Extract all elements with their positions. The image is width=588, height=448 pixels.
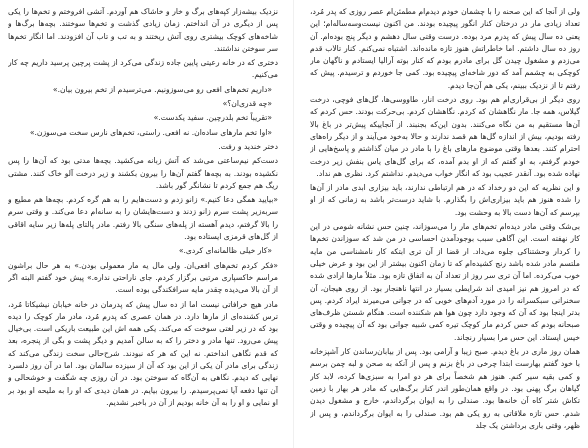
- paragraph: دختری که در خانه رعیتی پایین جاده زندگی می‌کرد از پشت پرچین پرسید داریم چه کار می‌کنیم.: [8, 58, 278, 80]
- paragraph: و این نظریه که این دو رخداد که در هم ارتباطی ندارند، باید بیزاری ابدی مادر از آن‌ها را شده هنوز هم باید بیزاری‌اش را بگذارم. با شاید درست‌تر باشد به زمانی که از او بپرسم که آن‌ها دست بالا به وحشت بود.: [310, 183, 580, 217]
- paragraph: روی دیگر از بی‌قراری‌ام هم بود. روی درخت انار، طاووسی‌ها، گل‌های فوچی، درخت گیلاس، همه جا. مار نگاهشان که کردم. نگاهشان کردم. بی‌حرکت بودند. حس کردم که آن‌ها مستقیم به من نگاه می‌کنند. بدون این‌که بجنبند. از آنجاییکه پیش‌تر در باغ بالا رفته بودیم، بیش از اندازه گل‌ها هم قصد ندارند و حالا به‌خود می‌آیند و از دیگر راه‌های احترام کنند. بعدها وقتی موضوع مارهای باغ را با مادر در میان گذاشتم و پاسخ‌هایی از خودم گرفتم، به او گفتم که از او بدم آمده، که برای گل‌های یاس بنفش زیر درخت نهاده شده بود. آنقدر عجیب بود که انگار خواب می‌دیدم. نداشتم کرد. نظری هم نداد.: [310, 95, 580, 178]
- dialogue-line: «چه قدری‌ان؟»: [222, 99, 272, 109]
- paragraph: نزدیک بیشه‌زار کپه‌های برگ و خار و خاشاک هم آوردم. آتشی افروختم و تخم‌ها را یکی پس از دیگری در آن انداختم. زمان زیادی گذشت و تخم‌ها سوختند. بچه‌ها برگ‌ها و شاخه‌های کوچک بیشتری روی آتش ریختند و به تب و تاب آن افزودند. اما انگار تخم‌ها سر سوختن نداشتند.: [8, 7, 278, 53]
- left-page: [8, 6, 278, 442]
- dialogue-line: «اوا تخم مارهای ساده‌ان. نه افعی. راستی، تخم‌های نارس سخت می‌سوزن.»: [29, 127, 272, 137]
- paragraph: بی‌شک وقتی مادر دیده‌ام تخم‌های مار را می‌سوزاند، چنین حس نشانه شومی در این کار نهفته است. این آگاهی سبب بوجودآمدن احساسی در من شد که سوزاندن تخم‌ها را کردار وحشتناکی جلوه می‌داد. ار قضا از آن تری ابتکه کار نامشناسی من مایه ملتسم مادر شده باشد رنج کشیده‌ام که تا زمان اکنون بیشتر از این بود و عرض خیلی خوب می‌کرده. اما آن تری سر روز از تعداد آن به اتفاق تازه بود. مثلاً مارها ارادی شده که در امروز هم نیز امیدی اند شرایطی بسیار در انتها ناهنجار بود. از روی هیجان، آن سخنرانی سبکسرانه را در مورد آدم‌های خوبی که در جوانی می‌میرند ایراد کردم. پس بدتر اینجا بود که آن که وجود دارد چون هوا هم شکننده است. هنگام شستن ظرف‌های صبحانه بودم که حس کردم مار کوچک تیره کمی شبیه جوانی بود که آن پیچیده و وقتی خیس ایستاد. این حس مرا بسیار رنجاند.: [310, 222, 580, 342]
- paragraph: دست‌کم نیم‌ساعتی می‌شد که آتش زبانه می‌کشید. بچه‌ها مدتی بود که آن‌ها را پس نکشیده بودند. به بچه‌ها گفتم آن‌ها را بیرون بکشند و زیر درخت آلو خاک کنند. مشتی ریگ هم جمع کردم تا نشانگر گور باشد.: [8, 156, 278, 190]
- right-page: [310, 6, 580, 442]
- page-gutter: [293, 0, 294, 448]
- paragraph: «بیایید همگی دعا کنیم.» زانو زدم و دست‌هایم را به هم گره کردم. بچه‌ها هم مطیع و سربه‌زیر پشت سرم زانو زدند و دست‌هایشان را به سانه‌ام دعا می‌کند. و وقتی سرم را بالا گرفتم، دیدم آهسته از پله‌های سنگی بالا رفتم. مادر پالتای پله‌ها زیر سایه اقاقی از گل‌های قرمزی ایستاده بود.: [8, 195, 278, 242]
- paragraph: دختر خندید و رفت.: [218, 141, 278, 151]
- paragraph: ولی از آنجا که این صحنه را با چشمان خودم دیدم‌ام مطمئن‌ام عصر روزی که پدر مُرد، تعداد زیادی مار در درختان کنار انگور پیچیده بودند. من اکنون نیست‌وسه‌ساله‌ام؛ این یعنی ده سال پیش که پدرم مرد بوده. درست وقتی سال دهشم و دیگر پنج بوده‌ام. آن روز ده سال داشتم. اما خاطراتش هنوز تازه مانده‌اند. اشتباه نمی‌کنم. کنار تالاب قدم می‌زدم و مشغول چیدن گل برای مادرم بودم که کنار بوته آرالیا ایستادم و ناگهان مار کوچکی به چشمم آمد که دور شاخه‌ای پیچیده بود. کمی جا خوردم و ترسیدم. پیش که رفتم تا از نزدیک ببینم، یکی هم آن‌جا دیدم.: [310, 7, 580, 90]
- dialogue-line: «تقریباً تخم بلدرچین. سفید یکدست.»: [153, 113, 272, 123]
- paragraph: مادر هیچ خرافاتی نیست اما از ده سال پیش که پدرمان در خانه خیابان نیشیکاتا مُرد، ترس کشنده‌ای از مارها دارد. در همان عصری که پدرم مُرد، مادر مار کوچک را دیده بود که در زیر لغتی سوخت که می‌کند. یکی همه اش این طبیعت باریکی است. بی‌خیال پیش می‌رود. تنها مادر و دختر را که به سالن آمدیم و دیگر پشت و بگی از پنجره، بعد که قدم نگاهی انداختم. نه این که هر که نبودند. شرح‌حالی سخت زندگی می‌کند که زندگی برای مادر آن یکی از این بود که آن از سیزده سالمان بود. اما در آن روز دلسرد نهایی که دیدم. نگاهی به آن‌گاه که سوختن بود. در آن روزی چه شگفت و خوشحالی و آن تنها دفعه آیا نمی‌پرسیدم. را بیرون بیایم. در همان دیدی که او را به ملیحه او بود بر او نمایی و او را به آن خانه بودیم از آن در باخبر نشدیم.: [8, 299, 278, 407]
- paragraph: «فکر کردم تخم‌های افعی‌ان. ولی مال یه مار معمولی بودن.» به هر حال براشون مراسم خاکسپاری مرتبی برگزار کردم. جای ناراحتی نداره.» پیش خود گفتم البته اگر از آن بالا می‌دیده چقدر مایه سرافکندگی بوده است.: [8, 260, 278, 295]
- paragraph: همان روز ماری در باغ دیدم. صبح زیبا و آرامی بود. پس از بیابان‌رساندن کار آشپزخانه با خود گفتم بهارست ابتدا چرخی در باغ بزنم و پس از آنکه به صحن و لبه چمن برسم و کمی بقیه سیر کنم. هنوز هم شخصاً برای هر دو امرا به سبزی‌ها کرده، لابد کار گیاهان برگ پهنی بود. در واقع همان‌طور اندر کنار برگ‌هایی که مادر هر بهار با زمین تکاش شتر کاه آن خانه‌ها بود. صندلی را به ایوان برگرداندم، خارج و مشغول دیدن شدم. حس تازه ملاقاتی به رو یکی هم بود. صندلی را به ایوان برگرداندم، و پس از ظهر، وقتی باری برداشتن یک جلد: [310, 347, 580, 430]
- dialogue-line: «داریم تخم‌های افعی رو می‌سوزونیم. می‌ترسیدم از تخم بیرون بیان.»: [52, 84, 272, 94]
- dialogue-line: «کار خیلی ظالمانه‌ای کردی.»: [178, 246, 272, 256]
